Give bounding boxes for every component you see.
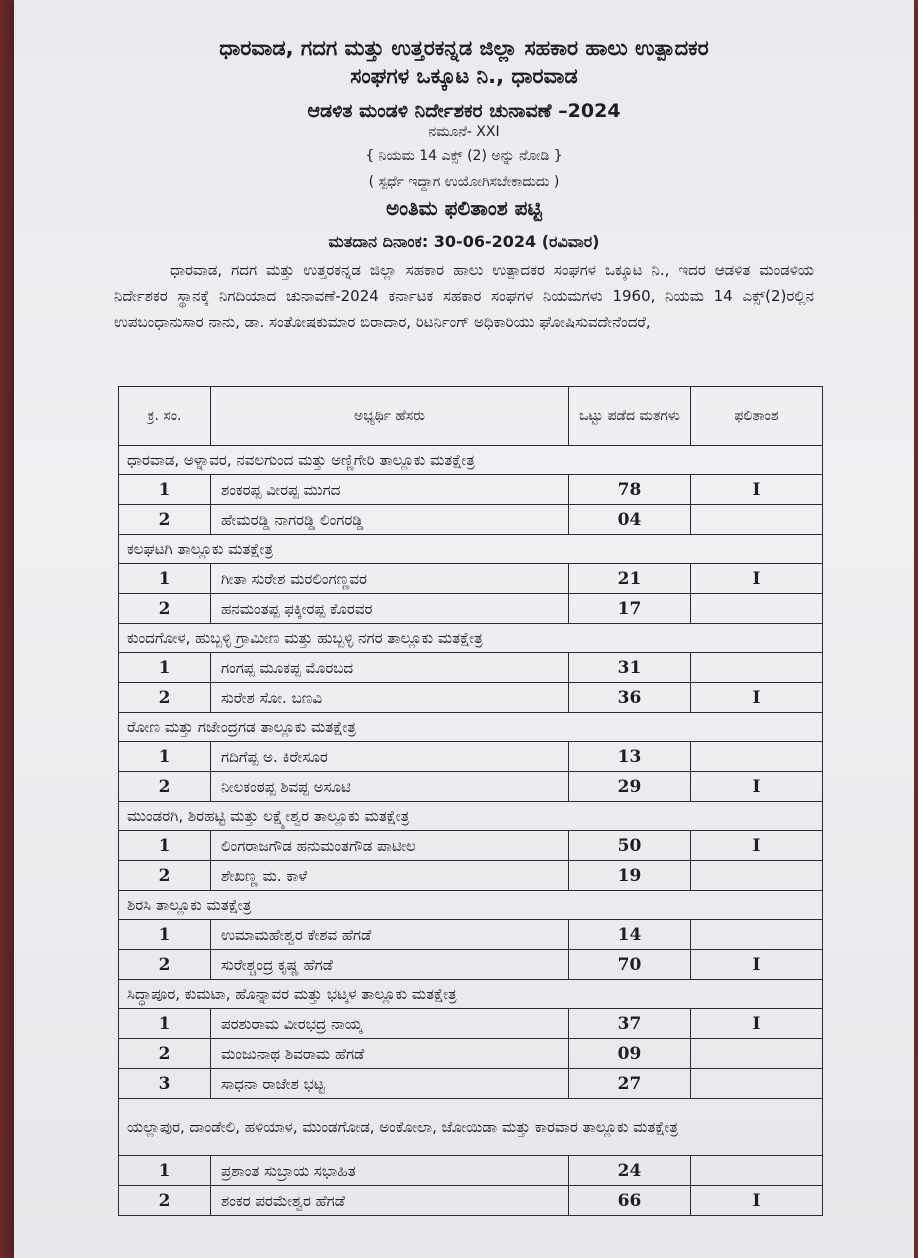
serial-number: 2 [119,861,211,891]
table-row [119,861,823,891]
result-mark: I [691,772,823,802]
serial-number: 2 [119,1039,211,1069]
candidate-name: ಸುರೇಶ್ಚಂದ್ರ ಕೃಷ್ಣ ಹೆಗಡೆ [211,950,569,980]
constituency-row [119,891,823,920]
candidate-name: ಪ್ರಶಾಂತ ಸುಬ್ರಾಯ ಸಭಾಹಿತ [211,1156,569,1186]
election-title: ಆಡಳಿತ ಮಂಡಳಿ ನಿರ್ದೇಶಕರ ಚುನಾವಣೆ –2024 [307,100,621,122]
vote-count: 14 [569,920,691,950]
table-row [119,475,823,505]
vote-count: 24 [569,1156,691,1186]
rule-reference: { ನಿಯಮ 14 ಎಕ್ಸ್ (2) ಅನ್ನು ನೋಡಿ } [365,148,563,164]
final-result-title: ಅಂತಿಮ ಫಲಿತಾಂಶ ಪಟ್ಟಿ [386,196,542,220]
vote-count: 78 [569,475,691,505]
result-mark [691,1156,823,1186]
header-result: ಫಲಿತಾಂಶ [691,387,823,446]
candidate-name: ಸಾಧನಾ ರಾಜೇಶ ಭಟ್ಟ [211,1069,569,1099]
vote-count: 13 [569,742,691,772]
serial-number: 3 [119,1069,211,1099]
result-mark: I [691,1186,823,1216]
vote-count: 09 [569,1039,691,1069]
vote-count: 31 [569,653,691,683]
union-name-line1: ಧಾರವಾಡ, ಗದಗ ಮತ್ತು ಉತ್ತರಕನ್ನಡ ಜಿಲ್ಲಾ ಸಹಕಾರ ಹಾಲು ಉತ್ಪಾದಕರ [219,36,709,60]
header-votes: ಒಟ್ಟು ಪಡೆದ ಮತಗಳು [569,387,691,446]
candidate-name: ನೀಲಕಂಠಪ್ಪ ಶಿವಪ್ಪ ಅಸೂಟಿ [211,772,569,802]
constituency-name: ಕಲಘಟಗಿ ತಾಲ್ಲೂಕು ಮತಕ್ಷೇತ್ರ [119,535,823,564]
table-row [119,1009,823,1039]
constituency-row [119,535,823,564]
candidate-name: ಮಂಜುನಾಥ ಶಿವರಾಮ ಹೆಗಡೆ [211,1039,569,1069]
header-serial: ಕ್ರ. ಸಂ. [119,387,211,446]
constituency-name: ಮುಂಡರಗಿ, ಶಿರಹಟ್ಟಿ ಮತ್ತು ಲಕ್ಷ್ಮೇಶ್ವರ ತಾಲ್ಲೂಕು ಮತಕ್ಷೇತ್ರ [119,802,823,831]
union-name-line2: ಸಂಘಗಳ ಒಕ್ಕೂಟ ನಿ., ಧಾರವಾಡ [350,64,578,88]
serial-number: 1 [119,1156,211,1186]
vote-count: 36 [569,683,691,713]
result-mark: I [691,564,823,594]
serial-number: 2 [119,772,211,802]
constituency-row [119,980,823,1009]
serial-number: 2 [119,594,211,624]
result-mark: I [691,683,823,713]
constituency-row [119,802,823,831]
result-mark [691,594,823,624]
table-row [119,1039,823,1069]
results-table [118,386,823,1216]
vote-count: 66 [569,1186,691,1216]
candidate-name: ಹನಮಂತಪ್ಪ ಫಕ್ಕೀರಪ್ಪ ಕೊರವರ [211,594,569,624]
vote-count: 29 [569,772,691,802]
table-row [119,950,823,980]
result-mark: I [691,475,823,505]
result-mark [691,1069,823,1099]
candidate-name: ಹೇಮರಡ್ಡಿ ನಾಗರಡ್ಡಿ ಲಿಂಗರಡ್ಡಿ [211,505,569,535]
vote-count: 27 [569,1069,691,1099]
serial-number: 1 [119,564,211,594]
vote-count: 17 [569,594,691,624]
table-row [119,505,823,535]
vote-count: 37 [569,1009,691,1039]
polling-date: ಮತದಾನ ದಿನಾಂಕ: 30-06-2024 (ರವಿವಾರ) [328,232,600,251]
constituency-name: ಧಾರವಾಡ, ಅಳ್ನಾವರ, ನವಲಗುಂದ ಮತ್ತು ಅಣ್ಣಿಗೇರಿ ತಾಲ್ಲೂಕು ಮತಕ್ಷೇತ್ರ [119,446,823,475]
serial-number: 2 [119,683,211,713]
table-row [119,831,823,861]
vote-count: 50 [569,831,691,861]
serial-number: 1 [119,831,211,861]
constituency-name: ಯಲ್ಲಾಪುರ, ದಾಂಡೇಲಿ, ಹಳಿಯಾಳ, ಮುಂಡಗೋಡ, ಅಂಕೋಲಾ, ಜೋಯಿಡಾ ಮತ್ತು ಕಾರವಾರ ತಾಲ್ಲೂಕು ಮತಕ್ಷೇತ್ರ [119,1099,823,1156]
table-row [119,920,823,950]
table-row [119,1186,823,1216]
candidate-name: ಗೀತಾ ಸುರೇಶ ಮರಲಿಂಗಣ್ಣವರ [211,564,569,594]
result-mark [691,861,823,891]
serial-number: 2 [119,505,211,535]
table-row [119,1156,823,1186]
candidate-name: ಗದಿಗೆಪ್ಪ ಅ. ಕಿರೇಸೂರ [211,742,569,772]
table-header-row [119,387,823,446]
form-number: ನಮೂನೆ- XXI [428,124,500,140]
result-mark [691,742,823,772]
vote-count: 04 [569,505,691,535]
candidate-name: ಉಮಾಮಹೇಶ್ವರ ಕೇಶವ ಹೆಗಡೆ [211,920,569,950]
vote-count: 70 [569,950,691,980]
candidate-name: ಲಿಂಗರಾಜಗೌಡ ಹನುಮಂತಗೌಡ ಪಾಟೀಲ [211,831,569,861]
vote-count: 19 [569,861,691,891]
candidate-name: ಪರಶುರಾಮ ವೀರಭದ್ರ ನಾಯ್ಕ [211,1009,569,1039]
serial-number: 2 [119,1186,211,1216]
constituency-row [119,446,823,475]
serial-number: 2 [119,950,211,980]
result-mark: I [691,1009,823,1039]
results-table-container [118,386,822,1252]
result-mark: I [691,950,823,980]
result-mark [691,505,823,535]
vote-count: 21 [569,564,691,594]
table-row [119,564,823,594]
candidate-name: ಶಂಕರ ಪರಮೇಶ್ವರ ಹೆಗಡೆ [211,1186,569,1216]
result-mark [691,653,823,683]
table-row [119,1069,823,1099]
constituency-name: ಕುಂದಗೋಳ, ಹುಬ್ಬಳ್ಳಿ ಗ್ರಾಮೀಣ ಮತ್ತು ಹುಬ್ಬಳ್ಳಿ ನಗರ ತಾಲ್ಲೂಕು ಮತಕ್ಷೇತ್ರ [119,624,823,653]
table-row [119,594,823,624]
table-row [119,742,823,772]
candidate-name: ಗಂಗಪ್ಪ ಮೂಕಪ್ಪ ಮೊರಬದ [211,653,569,683]
serial-number: 1 [119,742,211,772]
serial-number: 1 [119,920,211,950]
constituency-name: ರೋಣ ಮತ್ತು ಗಜೇಂದ್ರಗಡ ತಾಲ್ಲೂಕು ಮತಕ್ಷೇತ್ರ [119,713,823,742]
constituency-name: ಸಿದ್ಧಾಪೂರ, ಕುಮಟಾ, ಹೊನ್ನಾವರ ಮತ್ತು ಭಟ್ಕಳ ತಾಲ್ಲೂಕು ಮತಕ್ಷೇತ್ರ [119,980,823,1009]
candidate-name: ಸುರೇಶ ಸೋ. ಬಣವಿ [211,683,569,713]
declaration-paragraph: ಧಾರವಾಡ, ಗದಗ ಮತ್ತು ಉತ್ತರಕನ್ನಡ ಜಿಲ್ಲಾ ಸಹಕಾರ ಹಾಲು ಉತ್ಪಾದಕರ ಸಂಘಗಳ ಒಕ್ಕೂಟ ನಿ., ಇದರ ಆಡಳಿತ ಮಂಡಳಿಯ ನಿರ್ದೇಶಕರ ಸ್ಥಾನಕ್ಕೆ ನಿಗದಿಯಾದ ಚುನಾವಣೆ-2024 ಕರ್ನಾಟಕ ಸಹಕಾರ ಸಂಘಗಳ ನಿಯಮಗಳು 1960, ನಿಯಮ 14 ಎಕ್ಸ್(2)ರಲ್ಲಿನ ಉಪಬಂಧಾನುಸಾರ ನಾನು, ಡಾ. ಸಂತೋಷಕುಮಾರ ಬಿರಾದಾರ, ರಿಟರ್ನಿಂಗ್ ಅಧಿಕಾರಿಯು ಘೋಷಿಸುವದೇನೆಂದರೆ, [114,261,814,331]
document-page [14,0,914,1258]
candidate-name: ಶಂಕರಪ್ಪ ವೀರಪ್ಪ ಮುಗದ [211,475,569,505]
constituency-row [119,713,823,742]
header-candidate-name: ಅಭ್ಯರ್ಥಿ ಹೆಸರು [211,387,569,446]
candidate-name: ಶೇಖಣ್ಣ ಮ. ಕಾಳೆ [211,861,569,891]
table-row [119,772,823,802]
constituency-name: ಶಿರಸಿ ತಾಲ್ಲೂಕು ಮತಕ್ಷೇತ್ರ [119,891,823,920]
serial-number: 1 [119,653,211,683]
result-mark [691,920,823,950]
serial-number: 1 [119,1009,211,1039]
result-mark: I [691,831,823,861]
constituency-row [119,624,823,653]
table-row [119,653,823,683]
result-mark [691,1039,823,1069]
constituency-row [119,1099,823,1156]
table-row [119,683,823,713]
serial-number: 1 [119,475,211,505]
usage-note: ( ಸ್ಪರ್ಧೆ ಇದ್ದಾಗ ಉಯೋಗಿಸಬೇಕಾದುದು ) [368,174,560,190]
